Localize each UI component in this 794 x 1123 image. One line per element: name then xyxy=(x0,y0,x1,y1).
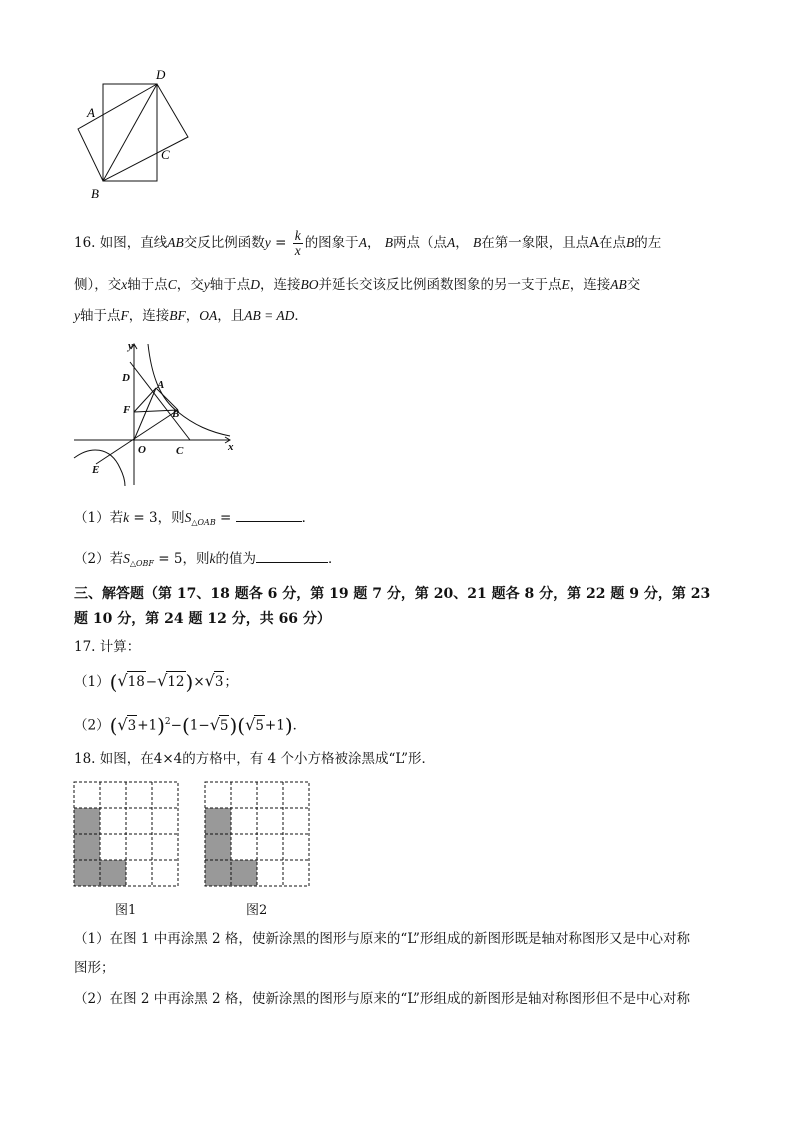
line-fa xyxy=(134,388,156,412)
shaded-cell xyxy=(100,860,126,886)
label-a: A xyxy=(87,105,95,120)
q18-part2-line1: （2）在图 2 中再涂黑 2 格，使新涂黑的图形与原来的“L”形组成的新图形是轴对称图形但不是中心对称 xyxy=(74,991,690,1007)
fig16-label-o: O xyxy=(138,444,146,456)
fig16-label-c: C xyxy=(176,445,184,457)
q18-part1-line1: （1）在图 1 中再涂黑 2 格，使新涂黑的图形与原来的“L”形组成的新图形既是轴对称图形又是中心对称 xyxy=(74,931,690,947)
grid-figure-1 xyxy=(73,781,181,889)
grid-figure-2 xyxy=(204,781,312,889)
fig16-label-e: E xyxy=(92,464,100,476)
fig16-label-f: F xyxy=(123,404,131,416)
caption-figure-1: 图1 xyxy=(115,903,137,918)
answer-blank-1[interactable] xyxy=(236,509,302,522)
shaded-cell xyxy=(205,834,231,860)
q16-line3: y轴于点F，连接BF，OA，且AB = AD． xyxy=(74,308,308,324)
answer-blank-2[interactable] xyxy=(256,550,328,563)
shaded-cell xyxy=(74,860,100,886)
shaded-cell xyxy=(74,808,100,834)
rectangle-figure xyxy=(70,62,210,207)
diagonal-bd xyxy=(103,84,157,181)
section3-title-line2: 题 10 分，第 24 题 12 分，共 66 分） xyxy=(74,611,331,627)
label-d: D xyxy=(156,67,166,82)
q17-title: 17. 计算： xyxy=(74,639,141,655)
shaded-cell xyxy=(231,860,257,886)
label-c: C xyxy=(161,147,170,162)
q18-title: 18. 如图，在4×4的方格中，有 4 个小方格被涂黑成“L”形． xyxy=(74,751,435,767)
shaded-cell xyxy=(74,834,100,860)
label-b: B xyxy=(91,186,99,201)
line-be xyxy=(96,410,178,464)
q18-part1-line2: 图形； xyxy=(74,960,115,976)
shaded-cell xyxy=(205,808,231,834)
q16-part1: （1）若k = 3，则$S_{\triangle OAB}$ = ． xyxy=(74,510,316,527)
fraction-k-over-x: $\frac{k}{x}$ xyxy=(294,228,301,258)
q16-part2: （2）若$S_{\triangle OBF} = 5$，则k的值为 ． xyxy=(74,551,342,568)
fig16-label-d: D xyxy=(122,372,130,384)
hyperbola-figure xyxy=(70,340,245,488)
hyperbola-branch-2 xyxy=(74,450,125,486)
q16-line1: 16. 如图，直线AB交反比例函数y = $\frac{k}{x}$ 的图象于A， B两点（点A， B在第一象限，且点A在点B的左 xyxy=(74,228,662,258)
fig16-label-b: B xyxy=(172,408,180,420)
line-ab xyxy=(156,388,178,410)
tilted-rectangle-shape xyxy=(78,84,188,181)
q16-line2: 侧），交x轴于点C，交y轴于点D，连接BO并延长交该反比例函数图象的另一支于点E，连接AB交 xyxy=(74,277,641,293)
fig16-label-y: y xyxy=(128,340,133,352)
shaded-cell xyxy=(205,860,231,886)
q17-part1: （1）(√18−√12)×√3； xyxy=(74,670,238,694)
fig16-label-a: A xyxy=(157,379,165,391)
fig16-label-x: x xyxy=(228,441,234,453)
section3-title-line1: 三、解答题（第 17、18 题各 6 分，第 19 题 7 分，第 20、21 题各 8 分，第 22 题 9 分，第 23 xyxy=(74,586,711,602)
caption-figure-2: 图2 xyxy=(246,903,268,918)
q17-part2: $(2)(√3+1)^2-(1-√5)(√5+1)$． xyxy=(74,713,307,738)
